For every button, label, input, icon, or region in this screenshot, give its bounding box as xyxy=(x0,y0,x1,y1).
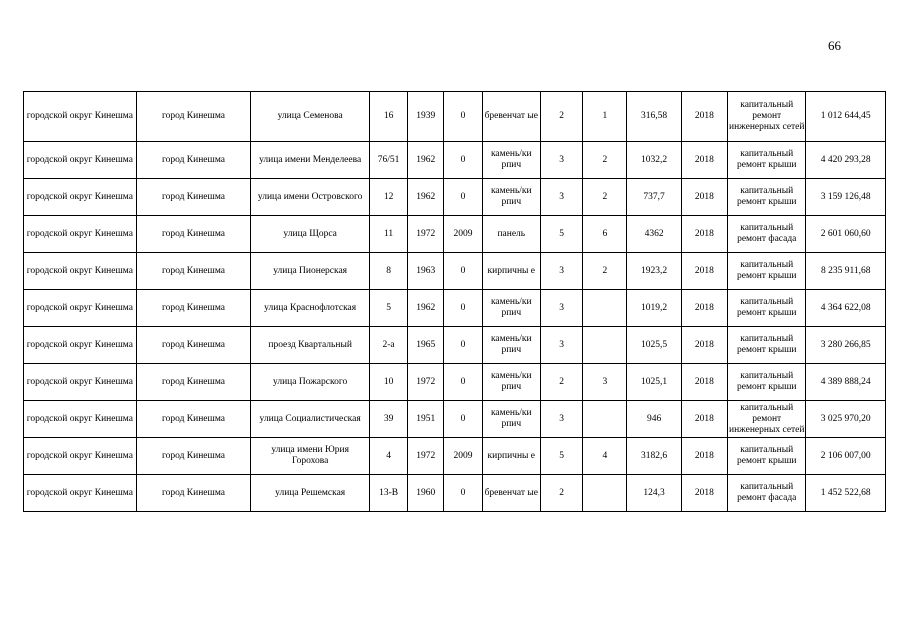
house-number-cell: 8 xyxy=(369,253,407,290)
district-cell: городской округ Кинешма xyxy=(24,401,137,438)
street-cell: улица Щорса xyxy=(251,216,370,253)
renovation-year-cell: 2009 xyxy=(444,216,482,253)
work-type-cell: капитальный ремонт крыши xyxy=(728,253,806,290)
area-cell: 1025,5 xyxy=(627,327,681,364)
repair-year-cell: 2018 xyxy=(681,179,727,216)
work-type-cell: капитальный ремонт крыши xyxy=(728,327,806,364)
city-cell: город Кинешма xyxy=(136,364,251,401)
house-number-cell: 11 xyxy=(369,216,407,253)
wall-material-cell: камень/ки рпич xyxy=(482,364,540,401)
entrances-cell: 6 xyxy=(583,216,627,253)
area-cell: 1025,1 xyxy=(627,364,681,401)
year-built-cell: 1972 xyxy=(408,216,444,253)
entrances-cell: 3 xyxy=(583,364,627,401)
district-cell: городской округ Кинешма xyxy=(24,142,137,179)
cost-cell: 1 012 644,45 xyxy=(806,92,886,142)
work-type-cell: капитальный ремонт крыши xyxy=(728,179,806,216)
housing-repair-table xyxy=(23,91,886,512)
house-number-cell: 4 xyxy=(369,438,407,475)
area-cell: 3182,6 xyxy=(627,438,681,475)
entrances-cell: 2 xyxy=(583,142,627,179)
city-cell: город Кинешма xyxy=(136,142,251,179)
table-row xyxy=(24,92,886,142)
district-cell: городской округ Кинешма xyxy=(24,364,137,401)
cost-cell: 3 025 970,20 xyxy=(806,401,886,438)
renovation-year-cell: 0 xyxy=(444,327,482,364)
cost-cell: 4 420 293,28 xyxy=(806,142,886,179)
area-cell: 946 xyxy=(627,401,681,438)
table-row xyxy=(24,364,886,401)
wall-material-cell: бревенчат ые xyxy=(482,92,540,142)
city-cell: город Кинешма xyxy=(136,401,251,438)
renovation-year-cell: 0 xyxy=(444,179,482,216)
street-cell: улица имени Юрия Горохова xyxy=(251,438,370,475)
area-cell: 316,58 xyxy=(627,92,681,142)
year-built-cell: 1962 xyxy=(408,179,444,216)
city-cell: город Кинешма xyxy=(136,327,251,364)
entrances-cell xyxy=(583,475,627,512)
street-cell: улица Решемская xyxy=(251,475,370,512)
floors-cell: 3 xyxy=(540,290,582,327)
cost-cell: 4 364 622,08 xyxy=(806,290,886,327)
repair-year-cell: 2018 xyxy=(681,142,727,179)
wall-material-cell: камень/ки рпич xyxy=(482,327,540,364)
table-row xyxy=(24,253,886,290)
city-cell: город Кинешма xyxy=(136,475,251,512)
wall-material-cell: панель xyxy=(482,216,540,253)
house-number-cell: 13-В xyxy=(369,475,407,512)
renovation-year-cell: 0 xyxy=(444,401,482,438)
work-type-cell: капитальный ремонт крыши xyxy=(728,142,806,179)
renovation-year-cell: 0 xyxy=(444,475,482,512)
entrances-cell xyxy=(583,327,627,364)
city-cell: город Кинешма xyxy=(136,92,251,142)
area-cell: 4362 xyxy=(627,216,681,253)
house-number-cell: 76/51 xyxy=(369,142,407,179)
year-built-cell: 1962 xyxy=(408,290,444,327)
floors-cell: 3 xyxy=(540,327,582,364)
city-cell: город Кинешма xyxy=(136,438,251,475)
cost-cell: 1 452 522,68 xyxy=(806,475,886,512)
area-cell: 1019,2 xyxy=(627,290,681,327)
entrances-cell xyxy=(583,401,627,438)
street-cell: улица Пожарского xyxy=(251,364,370,401)
entrances-cell: 2 xyxy=(583,179,627,216)
repair-year-cell: 2018 xyxy=(681,401,727,438)
house-number-cell: 5 xyxy=(369,290,407,327)
house-number-cell: 2-а xyxy=(369,327,407,364)
year-built-cell: 1960 xyxy=(408,475,444,512)
floors-cell: 5 xyxy=(540,438,582,475)
repair-year-cell: 2018 xyxy=(681,364,727,401)
wall-material-cell: камень/ки рпич xyxy=(482,179,540,216)
area-cell: 1923,2 xyxy=(627,253,681,290)
work-type-cell: капитальный ремонт крыши xyxy=(728,438,806,475)
table-row xyxy=(24,438,886,475)
floors-cell: 3 xyxy=(540,253,582,290)
district-cell: городской округ Кинешма xyxy=(24,253,137,290)
renovation-year-cell: 0 xyxy=(444,364,482,401)
renovation-year-cell: 2009 xyxy=(444,438,482,475)
work-type-cell: капитальный ремонт фасада xyxy=(728,216,806,253)
year-built-cell: 1965 xyxy=(408,327,444,364)
city-cell: город Кинешма xyxy=(136,253,251,290)
floors-cell: 2 xyxy=(540,475,582,512)
year-built-cell: 1963 xyxy=(408,253,444,290)
city-cell: город Кинешма xyxy=(136,290,251,327)
cost-cell: 4 389 888,24 xyxy=(806,364,886,401)
renovation-year-cell: 0 xyxy=(444,92,482,142)
district-cell: городской округ Кинешма xyxy=(24,438,137,475)
repair-year-cell: 2018 xyxy=(681,290,727,327)
table-row xyxy=(24,290,886,327)
entrances-cell: 2 xyxy=(583,253,627,290)
city-cell: город Кинешма xyxy=(136,179,251,216)
city-cell: город Кинешма xyxy=(136,216,251,253)
street-cell: проезд Квартальный xyxy=(251,327,370,364)
table-row xyxy=(24,475,886,512)
repair-year-cell: 2018 xyxy=(681,253,727,290)
entrances-cell: 4 xyxy=(583,438,627,475)
work-type-cell: капитальный ремонт крыши xyxy=(728,290,806,327)
district-cell: городской округ Кинешма xyxy=(24,290,137,327)
repair-year-cell: 2018 xyxy=(681,475,727,512)
street-cell: улица Пионерская xyxy=(251,253,370,290)
street-cell: улица Социалистическая xyxy=(251,401,370,438)
repair-year-cell: 2018 xyxy=(681,216,727,253)
table-body xyxy=(24,92,886,512)
wall-material-cell: камень/ки рпич xyxy=(482,142,540,179)
work-type-cell: капитальный ремонт инженерных сетей xyxy=(728,401,806,438)
table-row xyxy=(24,179,886,216)
entrances-cell: 1 xyxy=(583,92,627,142)
cost-cell: 3 280 266,85 xyxy=(806,327,886,364)
work-type-cell: капитальный ремонт крыши xyxy=(728,364,806,401)
floors-cell: 3 xyxy=(540,142,582,179)
wall-material-cell: кирпичны е xyxy=(482,438,540,475)
renovation-year-cell: 0 xyxy=(444,290,482,327)
area-cell: 737,7 xyxy=(627,179,681,216)
cost-cell: 2 601 060,60 xyxy=(806,216,886,253)
wall-material-cell: кирпичны е xyxy=(482,253,540,290)
street-cell: улица Краснофлотская xyxy=(251,290,370,327)
year-built-cell: 1951 xyxy=(408,401,444,438)
floors-cell: 2 xyxy=(540,92,582,142)
wall-material-cell: бревенчат ые xyxy=(482,475,540,512)
street-cell: улица имени Островского xyxy=(251,179,370,216)
district-cell: городской округ Кинешма xyxy=(24,216,137,253)
repair-year-cell: 2018 xyxy=(681,438,727,475)
table-row xyxy=(24,327,886,364)
street-cell: улица Семенова xyxy=(251,92,370,142)
district-cell: городской округ Кинешма xyxy=(24,179,137,216)
cost-cell: 3 159 126,48 xyxy=(806,179,886,216)
area-cell: 1032,2 xyxy=(627,142,681,179)
year-built-cell: 1972 xyxy=(408,438,444,475)
repair-year-cell: 2018 xyxy=(681,327,727,364)
work-type-cell: капитальный ремонт инженерных сетей xyxy=(728,92,806,142)
cost-cell: 8 235 911,68 xyxy=(806,253,886,290)
area-cell: 124,3 xyxy=(627,475,681,512)
floors-cell: 3 xyxy=(540,179,582,216)
table-row xyxy=(24,216,886,253)
floors-cell: 5 xyxy=(540,216,582,253)
year-built-cell: 1962 xyxy=(408,142,444,179)
floors-cell: 3 xyxy=(540,401,582,438)
page-number: 66 xyxy=(828,38,841,53)
renovation-year-cell: 0 xyxy=(444,142,482,179)
table-row xyxy=(24,142,886,179)
entrances-cell xyxy=(583,290,627,327)
house-number-cell: 39 xyxy=(369,401,407,438)
year-built-cell: 1939 xyxy=(408,92,444,142)
district-cell: городской округ Кинешма xyxy=(24,475,137,512)
work-type-cell: капитальный ремонт фасада xyxy=(728,475,806,512)
table-row xyxy=(24,401,886,438)
house-number-cell: 10 xyxy=(369,364,407,401)
house-number-cell: 16 xyxy=(369,92,407,142)
house-number-cell: 12 xyxy=(369,179,407,216)
district-cell: городской округ Кинешма xyxy=(24,92,137,142)
wall-material-cell: камень/ки рпич xyxy=(482,401,540,438)
floors-cell: 2 xyxy=(540,364,582,401)
street-cell: улица имени Менделеева xyxy=(251,142,370,179)
repair-year-cell: 2018 xyxy=(681,92,727,142)
year-built-cell: 1972 xyxy=(408,364,444,401)
district-cell: городской округ Кинешма xyxy=(24,327,137,364)
wall-material-cell: камень/ки рпич xyxy=(482,290,540,327)
renovation-year-cell: 0 xyxy=(444,253,482,290)
cost-cell: 2 106 007,00 xyxy=(806,438,886,475)
